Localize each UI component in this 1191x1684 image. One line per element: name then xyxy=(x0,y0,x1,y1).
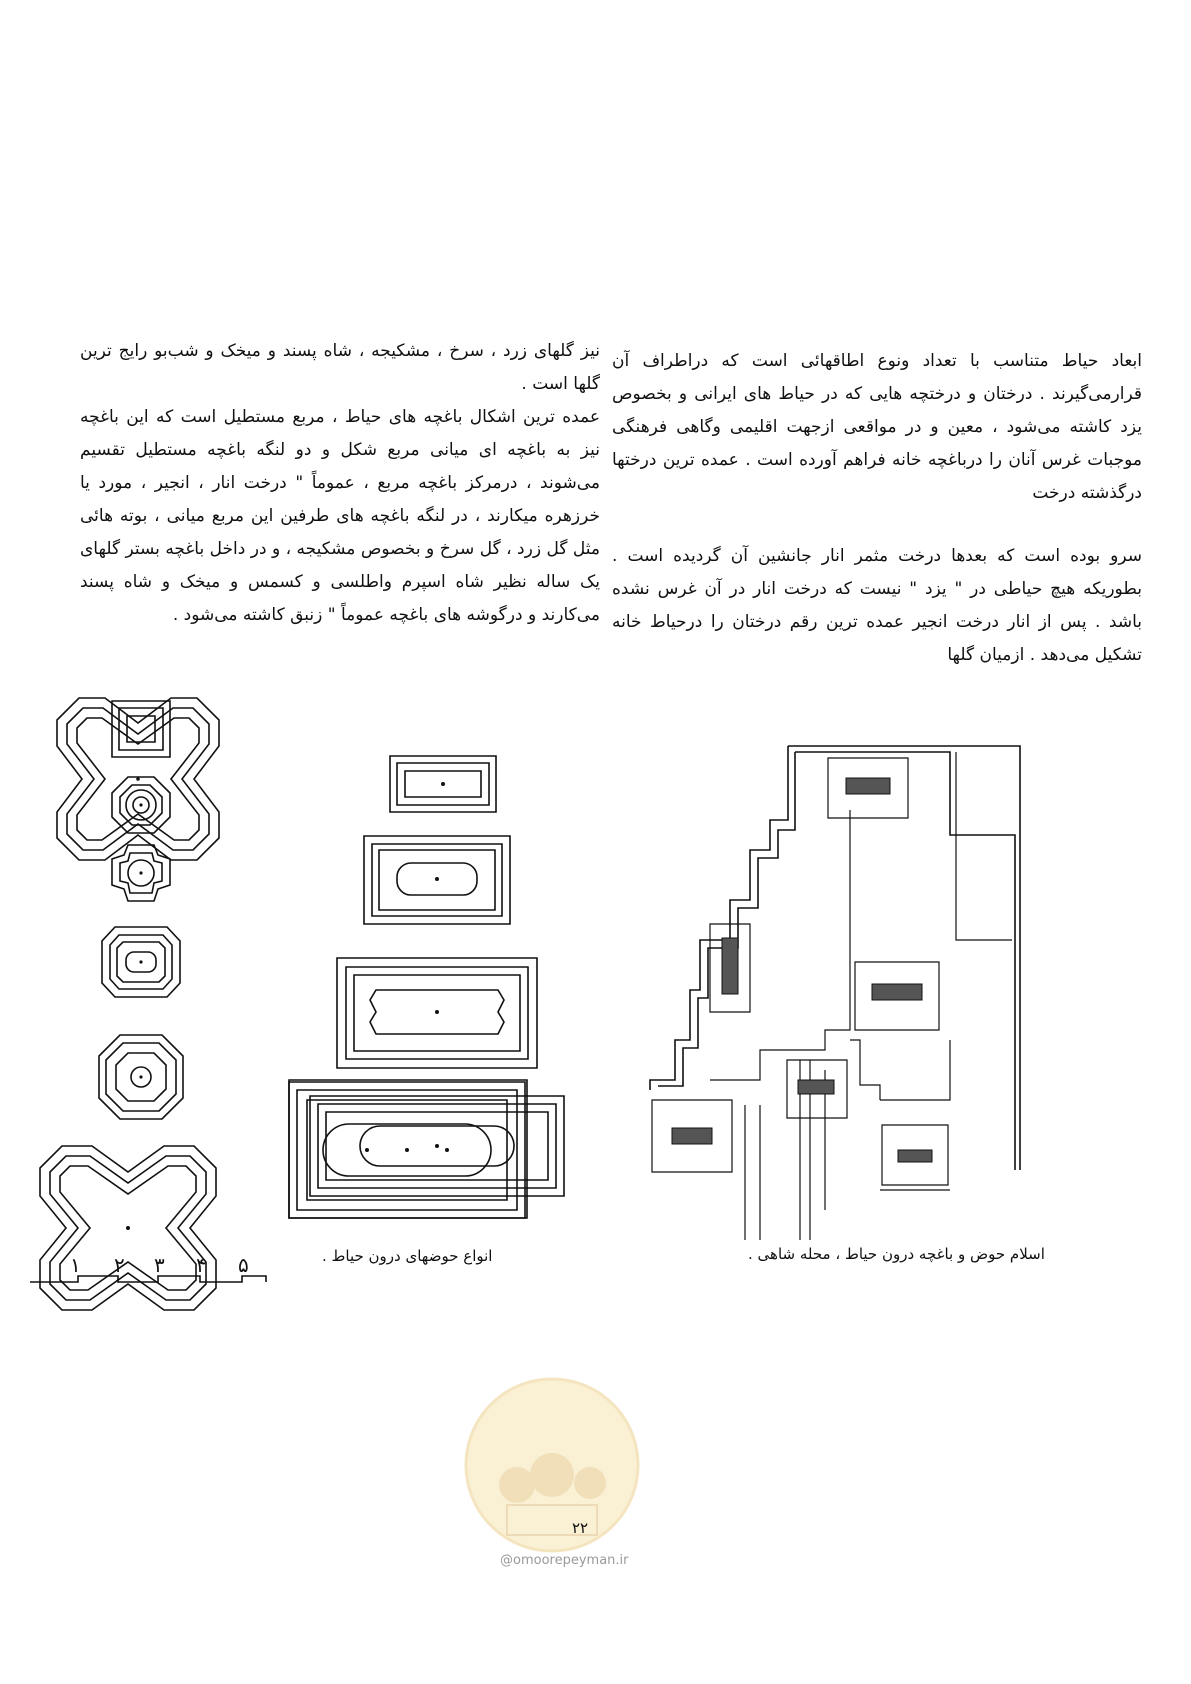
scale-label-3: ۳ xyxy=(154,1253,165,1277)
website-label: @omoorepeyman.ir xyxy=(500,1553,629,1568)
bed-center xyxy=(787,1060,847,1118)
paragraph-trees: سرو بوده است که بعدها درخت مثمر انار جانشین آن گردیده است . بطوریکه هیچ حیاطی در " یزد " نیست که درخت انار در آن غرس نشده باشد . پس از انار درخت انجیر عمده ترین رقم درختان را درحیاط خانه تشکیل می‌دهد . ازمیان گلها xyxy=(612,546,1142,665)
page-number: ۲۲ xyxy=(572,1519,589,1537)
circular-pool xyxy=(112,777,170,833)
bed-right-middle xyxy=(855,962,939,1030)
beds-caption: انواع حوضهای درون حیاط . xyxy=(322,1247,493,1265)
bed-3 xyxy=(337,958,537,1068)
scale-label-1: ۱ xyxy=(70,1253,81,1277)
octagon-oval-pool xyxy=(102,927,180,997)
paragraph-bed-shapes: عمده ترین اشکال باغچه های حیاط ، مربع مستطیل است که این باغچه نیز به باغچه ای میانی مربع شکل و دو لنگه باغچه مستطیل تقسیم می‌شوند ، درمرکز باغچه مربع ، عموماً " درخت انار ، انجیر ، مورد یا خرزهره میکارند ، در لنگه باغچه های طرفین این مربع میانی ، بوته هائی مثل گل زرد ، گل سرخ و بخصوص مشکیجه ، و در داخل باغچه بستر گلهای یک ساله نظیر شاه اسپرم واطلسی و کسمس و میخک و شاه پسند می‌کارند و درگوشه های باغچه عموماً " زنبق کاشته می‌شود . xyxy=(80,407,600,625)
paragraph-flowers: نیز گلهای زرد ، سرخ ، مشکیجه ، شاه پسند و میخک و شب‌بو رایج ترین گلها است . xyxy=(80,341,600,394)
plan-outline xyxy=(650,746,1020,1170)
right-text-column xyxy=(612,345,1142,672)
bed-top xyxy=(828,758,908,818)
bed-5-figure xyxy=(285,1076,545,1226)
octagon-pool xyxy=(99,1035,183,1119)
courtyard-plan-figure xyxy=(650,740,1100,1250)
scale-bar xyxy=(30,1253,280,1290)
scale-label-5: ۵ xyxy=(238,1253,249,1277)
left-text-column xyxy=(80,335,600,632)
bed-right-lower xyxy=(882,1125,948,1185)
cross-pool-figure xyxy=(30,1140,230,1320)
plan-rooms xyxy=(710,752,1012,1240)
scale-label-4: ۴ xyxy=(196,1253,207,1277)
paragraph-gardens: ابعاد حیاط متناسب با تعداد ونوع اطاقهائی است که دراطراف آن قرارمی‌گیرند . درختان و درختچه هایی که در حیاط های ایرانی و بخصوص یزد کاشته می‌شود ، معین و در مواقعی ازجهت اقلیمی وگاهی فرهنگی موجبات غرس آنان را درباغچه خانه فراهم آورده است . عمده ترین درختها درگذشته درخت xyxy=(612,351,1142,503)
cross-shaped-pool xyxy=(57,698,219,860)
bed-left-lower xyxy=(652,1100,732,1172)
bed-2 xyxy=(364,836,510,924)
plan-caption: اسلام حوض و باغچه درون حیاط ، محله شاهی . xyxy=(748,1245,1045,1263)
bed-1 xyxy=(390,756,496,812)
scale-label-2: ۲ xyxy=(114,1253,125,1277)
watermark-logo xyxy=(462,1375,642,1555)
